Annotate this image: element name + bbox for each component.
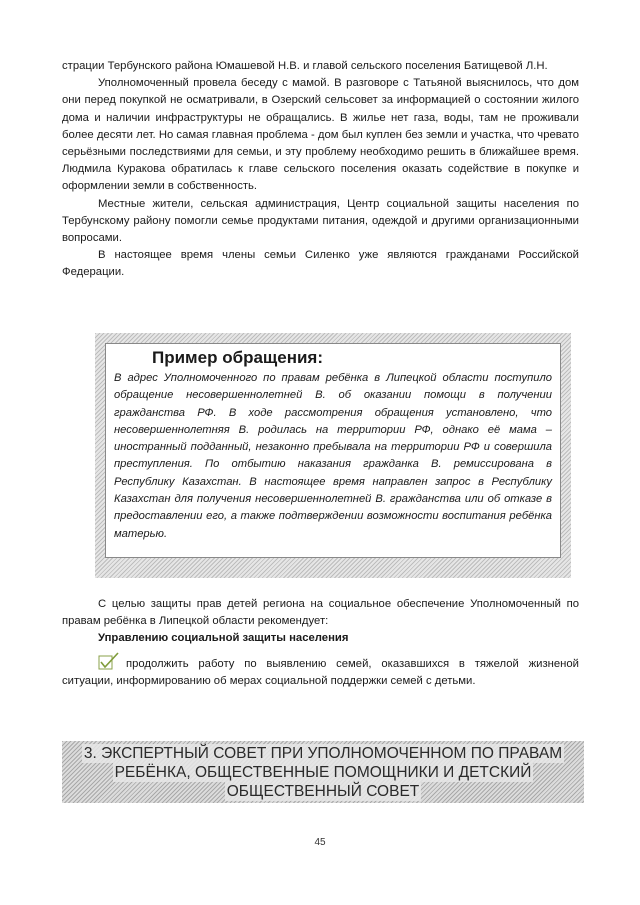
section-heading-line3: ОБЩЕСТВЕННЫЙ СОВЕТ	[226, 783, 420, 800]
body-text	[62, 58, 579, 282]
section-heading-line2: РЕБЁНКА, ОБЩЕСТВЕННЫЕ ПОМОЩНИКИ И ДЕТСКИЙ	[114, 764, 532, 781]
recommendation-item	[62, 652, 579, 690]
recommendation-addressee: Управлению социальной защиты населения	[98, 632, 349, 645]
paragraph-continuation: страции Тербунского района Юмашевой Н.В. и главой сельского поселения Батищевой Л.Н.	[62, 60, 548, 72]
paragraph-conversation: Уполномоченный провела беседу с мамой. В разговоре с Татьяной выяснилось, что дом они перед покупкой не осматривали, в Озерский сельсовет за информацией о состоянии жилого дома и наличии инфраструктуры не обращались. В жилье нет газа, воды, там не проживали более десяти лет. Но самая главная проблема - дом был куплен без земли и участка, что чревато серьёзными последствиями для семьи, и эту проблему необходимо решить в ближайшее время. Людмила Куракова обратилась к главе сельского поселения оказать содействие в покупке и оформлении земли в собственность.	[62, 77, 579, 193]
section-heading-banner	[62, 741, 584, 803]
example-box-content	[105, 343, 561, 558]
example-box	[95, 333, 571, 578]
checkmark-box-icon	[98, 652, 120, 670]
example-title-colon: :	[317, 348, 324, 367]
recommendation-section	[62, 596, 579, 690]
recommendation-intro: С целью защиты прав детей региона на социальное обеспечение Уполномоченный по правам ребёнка в Липецкой области рекомендует:	[62, 598, 579, 628]
example-title-text: Пример обращения	[152, 348, 318, 367]
example-body: В адрес Уполномоченного по правам ребёнка в Липецкой области поступило обращение несовершеннолетней В. об оказании помощи в получении гражданства РФ. В ходе рассмотрения обращения установлено, что несовершеннолетняя В. родилась на территории РФ, однако её мама – иностранный подданный, незаконно пребывала на территории РФ и совершила преступления. По отбытию наказания гражданка В. ремиссирована в Республику Казахстан. В настоящее время направлен запрос в Республику Казахстан для получения несовершеннолетней В. гражданства или об отказе в предоставлении его, а также подтверждении возможности воспитания ребёнка матерью.	[114, 372, 552, 540]
recommendation-item-text: продолжить работу по выявлению семей, оказавшихся в тяжелой жизненой ситуации, информированию об мерах социальной поддержки семей с детьми.	[62, 657, 579, 687]
paragraph-help: Местные жители, сельская администрация, Центр социальной защиты населения по Тербунскому району помогли семье продуктами питания, одеждой и другими организационными вопросами.	[62, 197, 579, 245]
example-title	[152, 348, 552, 368]
page-number: 45	[314, 837, 326, 848]
section-heading-line1: 3. ЭКСПЕРТНЫЙ СОВЕТ ПРИ УПОЛНОМОЧЕННОМ ПО ПРАВАМ	[83, 745, 563, 762]
paragraph-citizenship: В настоящее время члены семьи Силенко уже являются гражданами Российской Федерации.	[62, 249, 579, 279]
